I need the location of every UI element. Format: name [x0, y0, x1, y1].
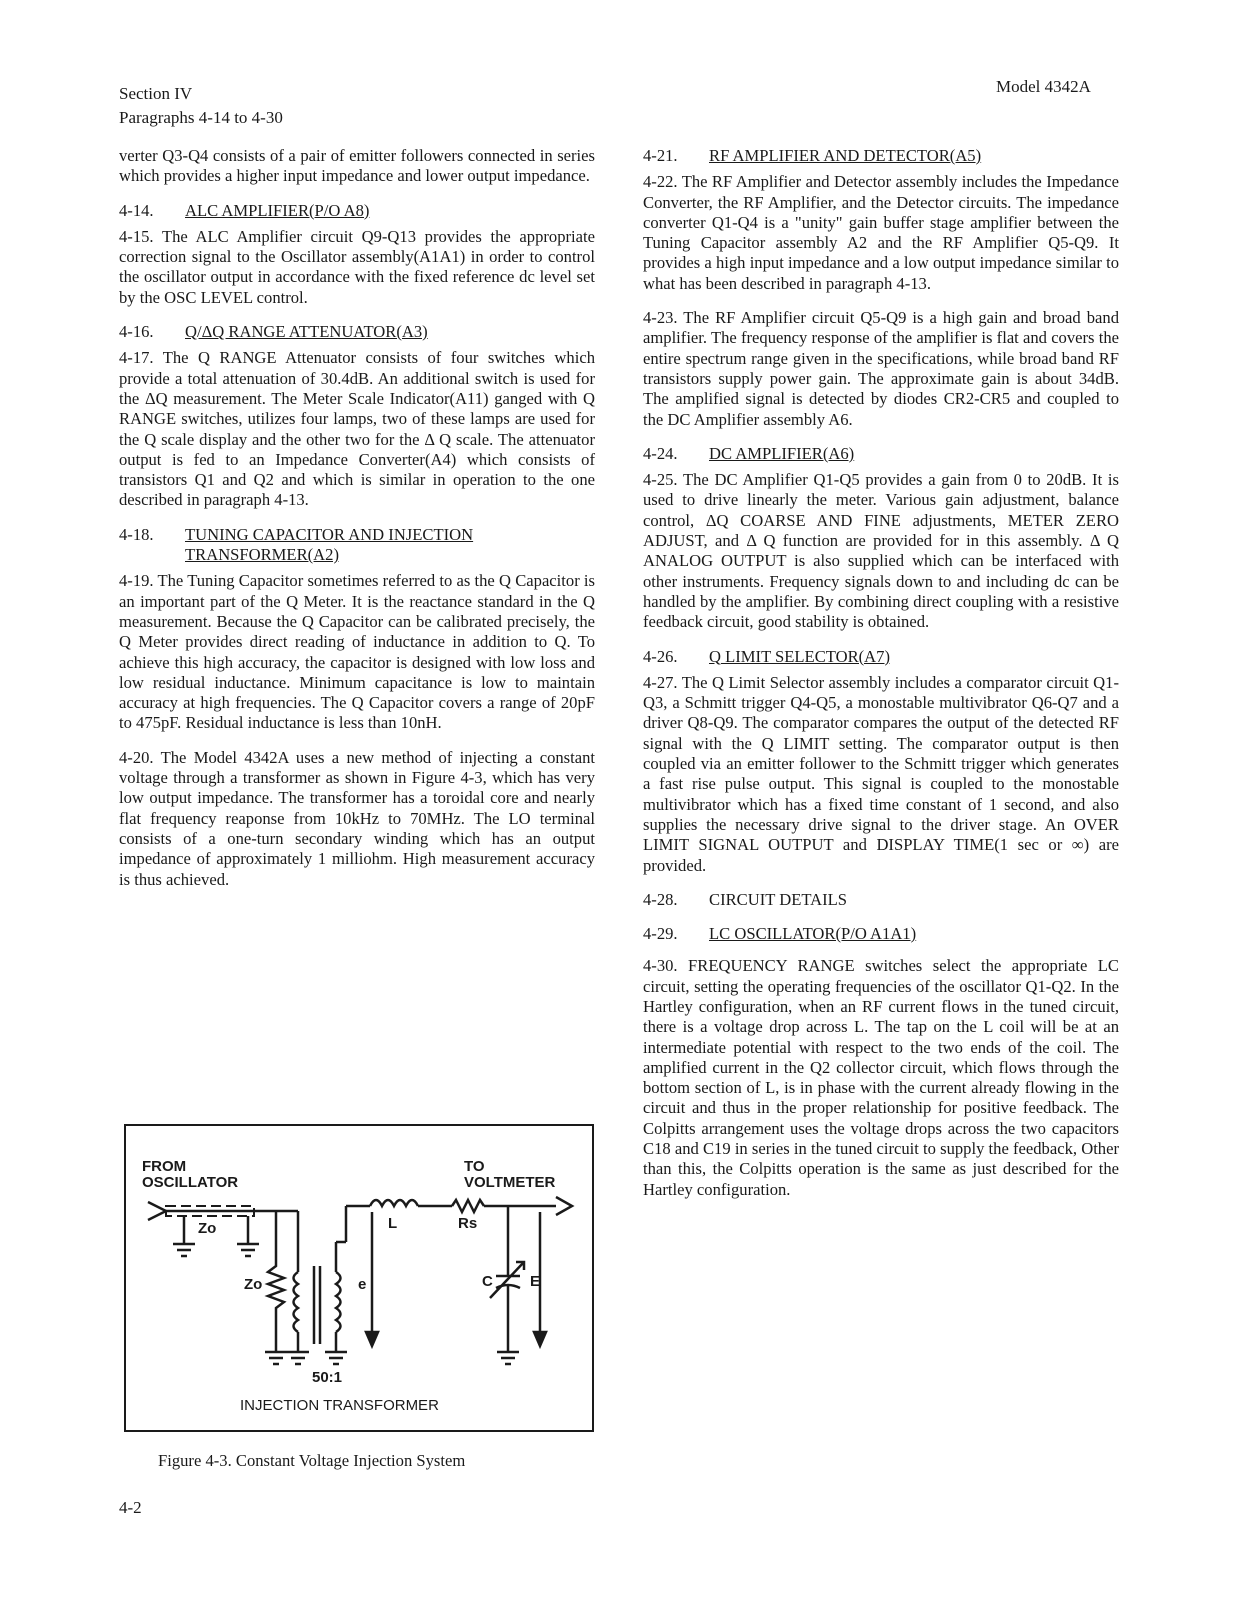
paragraph-4-22: 4-22. The RF Amplifier and Detector assembly includes the Impedance Converter, the RF Amplifier, and the Detector circuits. The impedance converter Q1-Q4 is a "unity" gain buffer stage amplifier between the Tuning Capacitor assembly A2 and the RF Amplifier Q5-Q9. It provides a high input impedance and a low output impedance similar to what has been described in paragraph 4-13. — [643, 172, 1119, 293]
label-e-large: E — [530, 1273, 541, 1290]
heading-title: DC AMPLIFIER(A6) — [709, 443, 855, 463]
paragraphs-range: Paragraphs 4-14 to 4-30 — [119, 108, 283, 127]
injection-circuit-diagram — [126, 1126, 592, 1430]
heading-number: 4-16. — [119, 322, 154, 342]
paragraph-4-20: 4-20. The Model 4342A uses a new method of injecting a constant voltage through a transformer as shown in Figure 4-3, which has very low output impedance. The transformer has a toroidal core and nearly flat frequency reaponse from 10kHz to 70MHz. The LO terminal consists of a one-turn secondary winding which has an output impedance of approximately 1 milliohm. High measurement accuracy is thus achieved. — [119, 747, 595, 889]
paragraph-4-25: 4-25. The DC Amplifier Q1-Q5 provides a gain from 0 to 20dB. It is used to drive linearly the meter. Various gain adjustment, balance control, ΔQ COARSE AND FINE adjustments, METER ZERO ADJUST, and Δ Q function are provided for in this assembly. Δ Q ANALOG OUTPUT is also supplied which can be interfaced with other instruments. Frequency signals down to and including dc can be handled by the amplifier. By combining direct coupling with a resistive feedback circuit, good stability is obtained. — [643, 470, 1119, 632]
model-label: Model 4342A — [996, 77, 1091, 96]
label-injection-transformer: INJECTION TRANSFORMER — [240, 1397, 439, 1414]
label-oscillator: OSCILLATOR — [142, 1174, 239, 1191]
label-voltmeter: VOLTMETER — [464, 1174, 556, 1191]
paragraph-continuation: verter Q3-Q4 consists of a pair of emitter followers connected in series which provides a higher input impedance and lower output impedance. — [119, 146, 595, 186]
figure-caption: Figure 4-3. Constant Voltage Injection System — [158, 1451, 466, 1470]
label-from: FROM — [142, 1158, 187, 1175]
label-zo-resistor: Zo — [244, 1276, 263, 1293]
left-column — [119, 146, 595, 904]
heading-number: 4-29. — [643, 924, 678, 944]
heading-4-26 — [643, 647, 1119, 667]
heading-number: 4-24. — [643, 443, 678, 463]
label-zo-line: Zo — [198, 1220, 217, 1237]
label-to: TO — [464, 1158, 485, 1175]
heading-4-21 — [643, 146, 1119, 166]
heading-number: 4-14. — [119, 200, 154, 220]
heading-4-16 — [119, 322, 595, 342]
voltage-arrows — [366, 1212, 546, 1346]
right-column — [643, 146, 1119, 1214]
label-e-small: e — [358, 1276, 367, 1293]
heading-number: 4-28. — [643, 889, 678, 909]
label-rs: Rs — [458, 1215, 478, 1232]
heading-4-28 — [643, 890, 1119, 910]
figure-4-3 — [124, 1124, 594, 1432]
section-label: Section IV — [119, 84, 193, 103]
heading-title: Q/ΔQ RANGE ATTENUATOR(A3) — [185, 322, 428, 342]
heading-title: CIRCUIT DETAILS — [709, 889, 848, 909]
paragraph-4-17: 4-17. The Q RANGE Attenuator consists of four switches which provide a total attenuation of 30.4dB. An additional switch is used for the ΔQ measurement. The Meter Scale Indicator(A11) ganged with Q RANGE switches, utilizes four lamps, two of these lamps are used for the Q scale display and the other two for the Δ Q scale. The attenuator output is fed to an Impedance Converter(A4) which consists of transistors Q1 and Q2 and which is similar in operation to the one described in paragraph 4-13. — [119, 348, 595, 510]
page-number: 4-2 — [119, 1498, 142, 1517]
paragraph-4-23: 4-23. The RF Amplifier circuit Q5-Q9 is a high gain and broad band amplifier. The frequency response of the amplifier is flat and covers the entire spectrum range given in the specifications, while broad band RF transistors supply power gain. The approximate gain is about 34dB. The amplified signal is detected by diodes CR2-CR5 and coupled to the DC Amplifier assembly A6. — [643, 308, 1119, 429]
heading-4-24 — [643, 444, 1119, 464]
heading-number: 4-18. — [119, 524, 154, 544]
heading-title: RF AMPLIFIER AND DETECTOR(A5) — [709, 146, 982, 165]
heading-4-29 — [643, 924, 1119, 944]
heading-title: Q LIMIT SELECTOR(A7) — [709, 646, 890, 666]
heading-title: ALC AMPLIFIER(P/O A8) — [185, 200, 370, 220]
label-inductor: L — [388, 1215, 398, 1232]
heading-title: TUNING CAPACITOR AND INJECTION TRANSFORMER(A2) — [185, 524, 474, 565]
heading-4-18 — [119, 525, 595, 566]
label-capacitor: C — [482, 1273, 493, 1290]
paragraph-4-19: 4-19. The Tuning Capacitor sometimes referred to as the Q Capacitor is an important part of the Q Meter. It is the reactance standard in the Q measurement. Because the Q Capacitor can be calibrated precisely, the Q Meter provides direct reading of inductance in addition to Q. To achieve this high accuracy, the capacitor is designed with low loss and low residual inductance. Minimum capacitance is low to maintain accuracy at high frequencies. The Q Capacitor covers a range of 20pF to 475pF. Residual inductance is less than 10nH. — [119, 571, 595, 733]
heading-4-14 — [119, 201, 595, 221]
label-ratio: 50:1 — [312, 1369, 343, 1386]
heading-number: 4-26. — [643, 646, 678, 666]
heading-number: 4-21. — [643, 146, 678, 165]
paragraph-4-30: 4-30. FREQUENCY RANGE switches select the appropriate LC circuit, setting the operating frequencies of the oscillator Q1-Q2. In the Hartley configuration, when an RF current flows in the tuned circuit, there is a voltage drop across L. The tap on the L coil will be at an intermediate potential with respect to the two ends of the coil. The amplified current in the Q2 collector circuit, which flows through the bottom section of L, is in phase with the current already flowing in the circuit and thus in the proper relationship for positive feedback. The Colpitts arrangement uses the voltage drops across the two capacitors C18 and C19 in series in the tuned circuit to supply the feedback, Other than this, the Colpitts operation is the same as just described for the Hartley configuration. — [643, 956, 1119, 1199]
paragraph-4-15: 4-15. The ALC Amplifier circuit Q9-Q13 provides the appropriate correction signal to the Oscillator assembly(A1A1) in order to control the oscillator output in accordance with the fixed reference dc level set by the OSC LEVEL control. — [119, 226, 595, 307]
paragraph-4-27: 4-27. The Q Limit Selector assembly includes a comparator circuit Q1-Q3, a Schmitt trigger Q4-Q5, a monostable multivibrator Q6-Q7 and a driver Q8-Q9. The comparator compares the output of the detected RF signal with the Q LIMIT setting. The comparator output is then coupled via an emitter follower to the Schmitt trigger which generates a fast rise pulse output. This signal is coupled to the monostable multivibrator which has a fixed time constant of 1 second, and also supplies the necessary drive signal to the driver stage. An OVER LIMIT SIGNAL OUTPUT and DISPLAY TIME(1 sec or ∞) are provided. — [643, 672, 1119, 875]
heading-title: LC OSCILLATOR(P/O A1A1) — [709, 924, 917, 944]
